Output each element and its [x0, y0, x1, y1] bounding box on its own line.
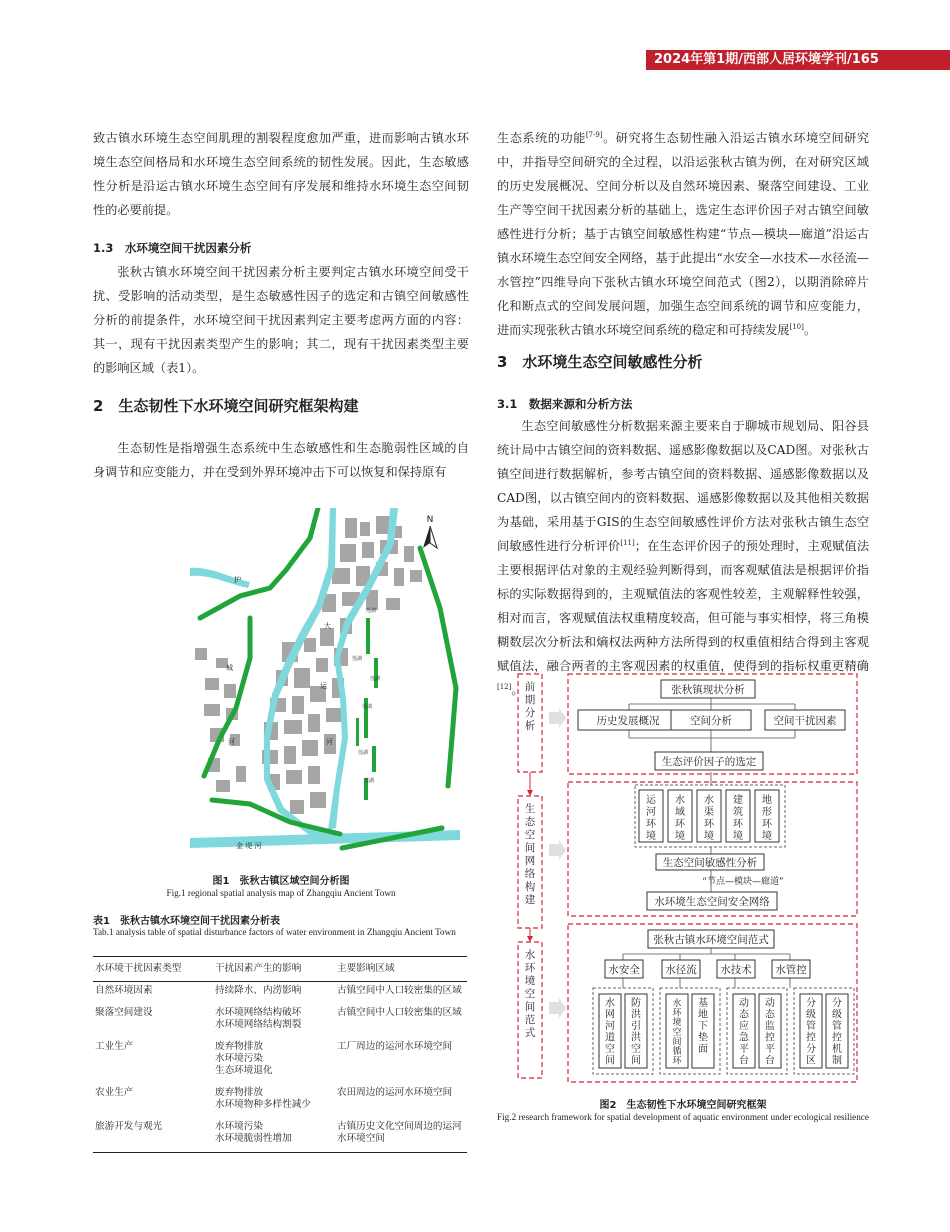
svg-text:水管控: 水管控: [775, 964, 807, 976]
svg-text:水环境生态空间安全网络: 水环境生态空间安全网络: [654, 896, 770, 908]
left-para-continued: 致古镇水环境生态空间肌理的割裂程度愈加严重，进而影响古镇水环境生态空间格局和水环境生态空间系统的韧性发展。因此，生态敏感性分析是沿运古镇水环境生态空间有序发展和维持水环境生态空间韧性的必要前提。: [93, 131, 469, 217]
table-row: [93, 982, 467, 1005]
table-cell: 农田周边的运河水环境空间: [337, 1087, 453, 1098]
para-3-1: 生态空间敏感性分析数据来源主要来自于聊城市规划局、阳谷县统计局中古镇空间的资料数据、遥感影像数据以及CAD图。对张秋古镇空间进行数据解析，参考古镇空间的资料数据、遥感影像数据以及CAD图，以古镇空间内的资料数据、遥感影像数据以及其他相关数据为基础，采用基于GIS的生态空间敏感性评价方法对张秋古镇生态空间敏感性进行分析评价[11]；在生态评价因子的预处理时，主观赋值法主要根据评估对象的主观经验判断得到，而客观赋值法是根据评价指标的实际数据得到的，主观赋值法的客观性较差，主观解释性较强，相对而言，客观赋值法权重精度较高，但可能与事实相悖，将三角模糊数层次分析法和熵权法两种方法所得到的权重值相结合得到主客观赋值法，融合两者的主客观因素的权重值，使得到的指标权重更精确[12]。: [497, 419, 870, 697]
leaf-label: 基地下垫面: [698, 998, 708, 1055]
stage-label-3: 水环境空间范式: [524, 949, 536, 1039]
svg-text:运: 运: [320, 682, 327, 690]
stage-label-2: 生态空间网络构建: [524, 803, 536, 906]
figure1-map: [190, 508, 460, 865]
table-cell: 废弃物排放 水环境物种多样性减少: [215, 1087, 311, 1110]
leaf-label: 防洪引洪空间: [631, 998, 641, 1067]
factor-label: 地形环境: [762, 795, 772, 842]
svg-text:护: 护: [234, 576, 241, 584]
svg-text:河: 河: [326, 738, 333, 746]
table-cell: 水环境污染 水环境脆弱性增加: [213, 1118, 335, 1153]
table-cell: 工厂周边的运河水环境空间: [337, 1041, 453, 1052]
leaf-label: 动态监控平台: [765, 998, 775, 1067]
table1-title-en: Tab.1 analysis table of spatial disturbance factors of water environment in Zhangqiu Ancient Town: [93, 927, 456, 937]
svg-text:莲湖: 莲湖: [358, 750, 369, 756]
table-cell: 古镇历史文化空间周边的运河 水环境空间: [335, 1118, 467, 1153]
factor-label: 运河环境: [646, 795, 656, 842]
figure2-caption-cn: 图2 生态韧性下水环境空间研究框架: [599, 1100, 767, 1111]
svg-text:水安全: 水安全: [608, 964, 640, 976]
svg-text:城: 城: [226, 664, 233, 672]
leaf-label: 分级管控分区: [806, 998, 816, 1067]
svg-text:历史发展概况: 历史发展概况: [596, 715, 660, 727]
svg-text:生态评价因子的选定: 生态评价因子的选定: [661, 756, 757, 768]
right-para-continued: 生态系统的功能[7-9]。研究将生态韧性融入沿运古镇水环境空间研究中，并指导空间研究的全过程，以沿运张秋古镇为例，在对研究区域的历史发展概况、空间分析以及自然环境因素、聚落空间建设、工业生产等空间干扰因素分析的基础上，选定生态评价因子对古镇空间敏感性进行分析；基于古镇空间敏感性构建“节点—模块—廊道”沿运古镇水环境生态空间安全网络，基于此提出“水安全—水技术—水径流—水管控”四维导向下张秋古镇水环境空间范式（图2），以期消除碎片化和断点式的空间发展问题，加强生态空间系统的调节和应变能力，进而实现张秋古镇水环境空间系统的稳定和可持续发展[10]。: [497, 130, 870, 337]
heading-1-3: 1.3 水环境空间干扰因素分析: [93, 241, 252, 255]
svg-text:莲湖: 莲湖: [366, 608, 377, 614]
table-row: [93, 1004, 467, 1038]
table-cell: 聚落空间建设: [95, 1007, 153, 1018]
table-cell: 工业生产: [95, 1041, 134, 1052]
table-cell: 自然环境因素: [95, 985, 153, 996]
svg-text:N: N: [426, 515, 434, 525]
figure2-framework: [515, 672, 860, 1092]
table-header-row: [93, 957, 467, 982]
leaf-label: 水网河道空间: [605, 998, 615, 1067]
table-header: 主要影响区域: [335, 957, 467, 982]
svg-text:张秋古镇水环境空间范式: 张秋古镇水环境空间范式: [653, 934, 769, 946]
svg-text:莲湖: 莲湖: [370, 676, 381, 682]
citation-12: [12]: [497, 682, 512, 691]
citation-10: [10]: [789, 322, 804, 331]
table-row: [93, 1038, 467, 1084]
leaf-label: 分级管控机制: [832, 998, 842, 1067]
table-cell: 农业生产: [95, 1087, 134, 1098]
svg-text:莲湖: 莲湖: [362, 704, 373, 710]
leaf-label: 动态应急平台: [739, 998, 749, 1067]
table-cell: 持续降水、内涝影响: [215, 985, 302, 996]
factor-label: 水域环境: [675, 795, 685, 842]
svg-text:水径流: 水径流: [665, 964, 697, 976]
table-cell: 水环境网络结构破坏 水环境网络结构割裂: [215, 1007, 302, 1030]
table1: [93, 956, 467, 1153]
svg-text:水技术: 水技术: [720, 964, 752, 976]
journal-header: 2024年第1期/西部人居环境学刊/165: [654, 52, 879, 67]
stage-label-1: 前期分析: [524, 681, 536, 732]
svg-text:大: 大: [324, 622, 331, 630]
heading-3-1: 3.1 数据来源和分析方法: [497, 397, 633, 411]
table-cell: 古镇空间中人口较密集的区域: [337, 985, 462, 996]
heading-3: 3 水环境生态空间敏感性分析: [497, 353, 703, 371]
table1-title-cn: 表1 张秋古镇水环境空间干扰因素分析表: [93, 916, 280, 927]
leaf-label: 水环境空间循环: [672, 999, 682, 1067]
svg-text:莲湖: 莲湖: [364, 778, 375, 784]
svg-text:空间分析: 空间分析: [690, 715, 732, 727]
table-row: [93, 1084, 467, 1118]
table-header: 干扰因素产生的影响: [213, 957, 335, 982]
factor-label: 建筑环境: [733, 795, 743, 842]
svg-text:河: 河: [228, 738, 235, 746]
table-row: [93, 1118, 467, 1153]
svg-text:莲湖: 莲湖: [352, 656, 363, 662]
heading-2: 2 生态韧性下水环境空间研究框架构建: [93, 397, 359, 415]
svg-text:张秋镇现状分析: 张秋镇现状分析: [671, 684, 745, 696]
para-1-3: 张秋古镇水环境空间干扰因素分析主要判定古镇水环境空间受干扰、受影响的活动类型，是生态敏感性因子的选定和古镇空间敏感性分析的前提条件，水环境空间干扰因素判定主要考虑两方面的内容：其一，现有干扰因素类型产生的影响；其二，现有干扰因素类型主要的影响区域（表1）。: [93, 265, 469, 375]
table-cell: 旅游开发与观光: [93, 1118, 213, 1153]
table-cell: 废弃物排放 水环境污染 生态环境退化: [215, 1041, 273, 1076]
table-cell: 古镇空间中人口较密集的区域: [337, 1007, 462, 1018]
figure2-caption-en: Fig.2 research framework for spatial development of aquatic environment under ecological resilience: [497, 1112, 869, 1122]
factor-label: 水渠环境: [704, 795, 714, 842]
figure1-caption-cn: 图1 张秋古镇区域空间分析图: [212, 876, 350, 887]
svg-text:金 堤 河: 金 堤 河: [236, 842, 262, 850]
table-header: 水环境干扰因素类型: [93, 957, 213, 982]
citation-7-9: [7-9]: [585, 130, 603, 139]
svg-text:空间干扰因素: 空间干扰因素: [773, 715, 837, 727]
figure1-caption-en: Fig.1 regional spatial analysis map of Zhangqiu Ancient Town: [166, 888, 396, 898]
svg-text:生态空间敏感性分析: 生态空间敏感性分析: [662, 857, 758, 869]
svg-text:“节点—模块—廊道”: “节点—模块—廊道”: [702, 877, 784, 887]
citation-11: [11]: [620, 538, 635, 547]
para-2: 生态韧性是指增强生态系统中生态敏感性和生态脆弱性区域的自身调节和应变能力，并在受到外界环境冲击下可以恢复和保持原有: [93, 441, 469, 479]
